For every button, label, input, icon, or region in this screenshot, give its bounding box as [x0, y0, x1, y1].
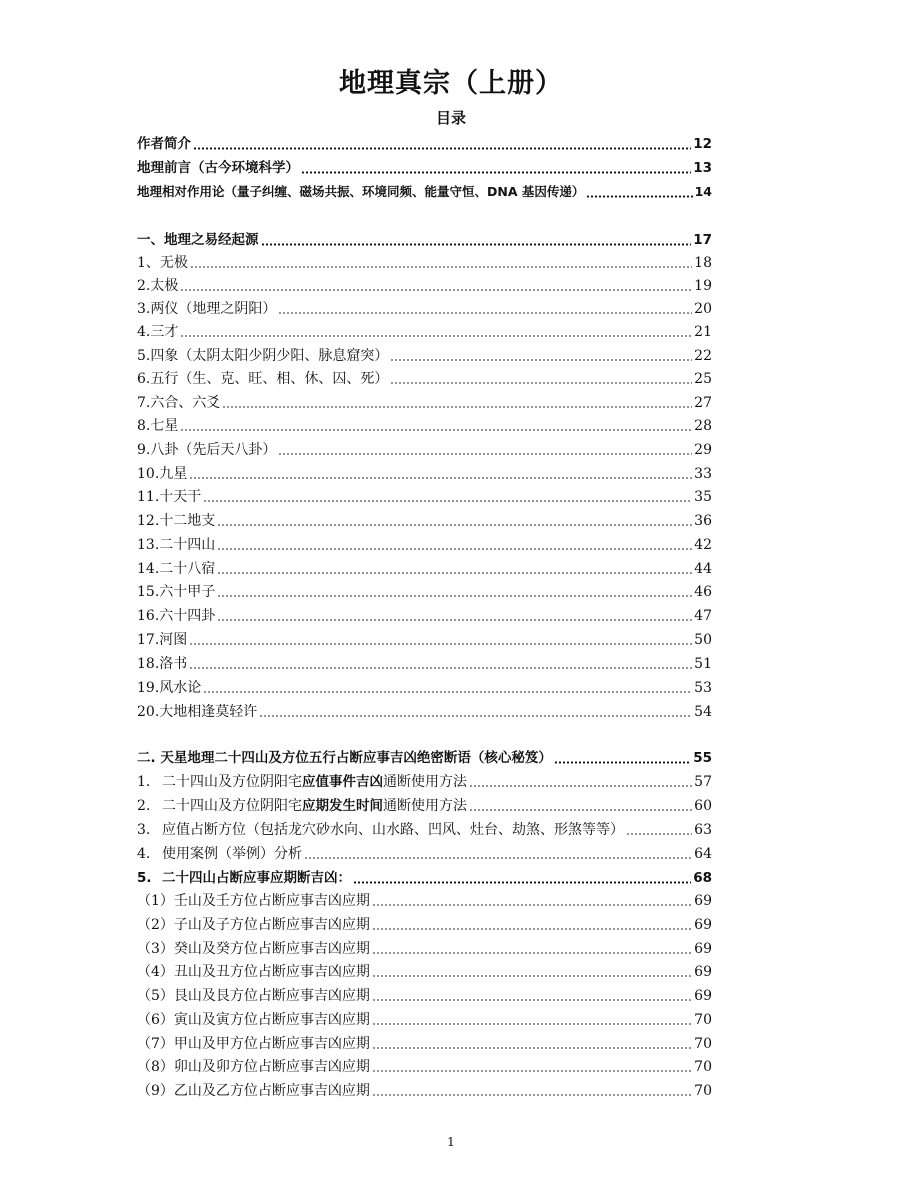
dot-leader — [203, 500, 692, 502]
page-number-footer: 1 — [447, 1135, 455, 1149]
dot-leader — [469, 809, 692, 811]
toc-sub-entry[interactable]: （7）甲山及甲方位占断应事吉凶应期 70 — [137, 1036, 712, 1052]
dot-leader — [390, 359, 692, 361]
toc-entry[interactable]: 3.两仪（地理之阴阳） 20 — [137, 301, 712, 317]
toc-entry[interactable]: 7.六合、六爻 27 — [137, 395, 712, 411]
toc-entry-relativity-theory[interactable]: 地理相对作用论（量子纠缠、磁场共振、环境同频、能量守恒、DNA 基因传递） 14 — [137, 184, 712, 199]
dot-leader — [203, 691, 692, 693]
toc-sub-entry[interactable]: （2）子山及子方位占断应事吉凶应期 69 — [137, 917, 712, 933]
dot-leader — [180, 429, 692, 431]
dot-leader — [469, 785, 692, 787]
toc-entry[interactable]: 6.五行（生、克、旺、相、休、囚、死） 25 — [137, 371, 712, 387]
toc-entry[interactable]: 8.七星 28 — [137, 418, 712, 434]
toc-entry[interactable]: 2. 二十四山及方位阴阳宅应期发生时间通断使用方法 60 — [137, 798, 712, 814]
toc-entry-preface[interactable]: 地理前言（古今环境科学） 13 — [137, 160, 712, 176]
dot-leader — [278, 312, 692, 314]
toc-entry[interactable]: 11.十天干 35 — [137, 489, 712, 505]
dot-leader — [372, 928, 692, 930]
dot-leader — [217, 548, 692, 550]
dot-leader — [189, 477, 692, 479]
toc-entry[interactable]: 10.九星 33 — [137, 466, 712, 482]
dot-leader — [372, 952, 692, 954]
toc-entry-section-5[interactable]: 5. 二十四山占断应事应期断吉凶： 68 — [137, 870, 712, 886]
dot-leader — [222, 406, 692, 408]
dot-leader — [301, 171, 691, 174]
dot-leader — [190, 266, 692, 268]
dot-leader — [180, 335, 692, 337]
dot-leader — [372, 1070, 692, 1072]
toc-entry[interactable]: 19.风水论 53 — [137, 680, 712, 696]
toc-entry-author-intro[interactable]: 作者简介 12 — [137, 136, 712, 152]
toc-entry[interactable]: 5.四象（太阴太阳少阴少阳、脉息窟突） 22 — [137, 348, 712, 364]
dot-leader — [626, 833, 692, 835]
toc-entry[interactable]: 9.八卦（先后天八卦） 29 — [137, 442, 712, 458]
dot-leader — [217, 572, 692, 574]
toc-entry[interactable]: 13.二十四山 42 — [137, 537, 712, 553]
toc-entry[interactable]: 1. 二十四山及方位阴阳宅应值事件吉凶通断使用方法 57 — [137, 774, 712, 790]
toc-entry[interactable]: 17.河图 50 — [137, 632, 712, 648]
dot-leader — [193, 147, 691, 150]
toc-chapter-1-heading[interactable]: 一、地理之易经起源 17 — [137, 232, 712, 248]
dot-leader — [217, 595, 692, 597]
dot-leader — [372, 1047, 692, 1049]
dot-leader — [304, 857, 692, 859]
toc-sub-entry[interactable]: （1）壬山及壬方位占断应事吉凶应期 69 — [137, 893, 712, 909]
toc-entry[interactable]: 3. 应值占断方位（包括龙穴砂水向、山水路、凹风、灶台、劫煞、形煞等等） 63 — [137, 822, 712, 838]
dot-leader — [259, 715, 692, 717]
dot-leader — [554, 761, 691, 764]
document-title: 地理真宗（上册） — [339, 68, 563, 99]
dot-leader — [189, 667, 692, 669]
toc-entry[interactable]: 12.十二地支 36 — [137, 513, 712, 529]
dot-leader — [353, 881, 691, 884]
toc-entry[interactable]: 2.太极 19 — [137, 278, 712, 294]
toc-entry[interactable]: 16.六十四卦 47 — [137, 608, 712, 624]
toc-entry[interactable]: 4.三才 21 — [137, 324, 712, 340]
toc-sub-entry[interactable]: （5）艮山及艮方位占断应事吉凶应期 69 — [137, 988, 712, 1004]
dot-leader — [189, 643, 692, 645]
toc-entry[interactable]: 4. 使用案例（举例）分析 64 — [137, 846, 712, 862]
toc-entry[interactable]: 14.二十八宿 44 — [137, 561, 712, 577]
toc-sub-entry[interactable]: （3）癸山及癸方位占断应事吉凶应期 69 — [137, 941, 712, 957]
toc-heading: 目录 — [435, 109, 466, 127]
toc-entry[interactable]: 20.大地相逢莫轻许 54 — [137, 704, 712, 720]
dot-leader — [217, 524, 692, 526]
dot-leader — [372, 1023, 692, 1025]
dot-leader — [372, 999, 692, 1001]
toc-sub-entry[interactable]: （6）寅山及寅方位占断应事吉凶应期 70 — [137, 1012, 712, 1028]
dot-leader — [372, 904, 692, 906]
toc-sub-entry[interactable]: （9）乙山及乙方位占断应事吉凶应期 70 — [137, 1083, 712, 1099]
dot-leader — [278, 453, 692, 455]
dot-leader — [217, 619, 692, 621]
toc-sub-entry[interactable]: （8）卯山及卯方位占断应事吉凶应期 70 — [137, 1059, 712, 1075]
toc-sub-entry[interactable]: （4）丑山及丑方位占断应事吉凶应期 69 — [137, 964, 712, 980]
dot-leader — [180, 289, 692, 291]
toc-entry[interactable]: 18.洛书 51 — [137, 656, 712, 672]
toc-entry[interactable]: 15.六十甲子 46 — [137, 584, 712, 600]
dot-leader — [372, 975, 692, 977]
toc-entry[interactable]: 1、无极 18 — [137, 255, 712, 271]
dot-leader — [586, 195, 692, 198]
dot-leader — [261, 243, 692, 246]
toc-chapter-2-heading[interactable]: 二. 天星地理二十四山及方位五行占断应事吉凶绝密断语（核心秘笈） 55 — [137, 750, 712, 766]
dot-leader — [372, 1094, 692, 1096]
dot-leader — [390, 382, 692, 384]
